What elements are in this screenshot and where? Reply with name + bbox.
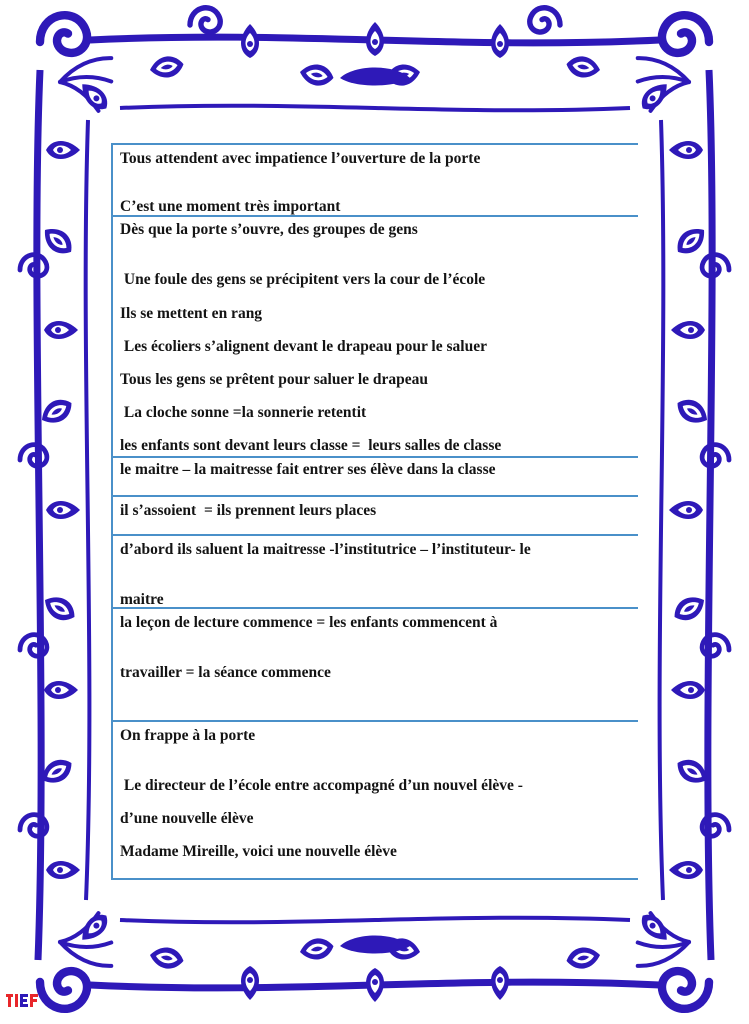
rule <box>111 143 638 145</box>
rule <box>111 534 638 536</box>
text-line: Les écoliers s’alignent devant le drapeau pour le saluer <box>120 338 487 355</box>
tief-logo-icon <box>6 986 50 1010</box>
text-line: Ils se mettent en rang <box>120 305 263 322</box>
text-line: les enfants sont devant leurs classe = leurs salles de classe <box>120 437 502 454</box>
text-line: Madame Mireille, voici une nouvelle élève <box>120 843 397 860</box>
text-line: Tous attendent avec impatience l’ouverture de la porte <box>120 150 481 167</box>
panel-left-rule <box>111 143 113 880</box>
text-line: Le directeur de l’école entre accompagné d’un nouvel élève - <box>120 777 523 794</box>
text-line: La cloche sonne =la sonnerie retentit <box>120 404 367 421</box>
rule <box>111 607 638 609</box>
text-line: C’est une moment très important <box>120 198 341 215</box>
rule <box>111 456 638 458</box>
rule <box>111 878 638 880</box>
text-line: d’une nouvelle élève <box>120 810 254 827</box>
rule <box>111 495 638 497</box>
rule <box>111 720 638 722</box>
text-line: le maitre – la maitresse fait entrer ses élève dans la classe <box>120 461 496 478</box>
text-line: On frappe à la porte <box>120 727 256 744</box>
text-line: maitre <box>120 591 164 608</box>
text-line: travailler = la séance commence <box>120 664 331 681</box>
text-line: Tous les gens se prêtent pour saluer le drapeau <box>120 371 429 388</box>
text-line: la leçon de lecture commence = les enfants commencent à <box>120 614 498 631</box>
text-line: il s’assoient = ils prennent leurs places <box>120 502 377 519</box>
text-line: Dès que la porte s’ouvre, des groupes de gens <box>120 221 418 238</box>
text-line: d’abord ils saluent la maitresse -l’institutrice – l’instituteur- le <box>120 541 531 558</box>
text-line: Une foule des gens se précipitent vers la cour de l’école <box>120 271 486 288</box>
